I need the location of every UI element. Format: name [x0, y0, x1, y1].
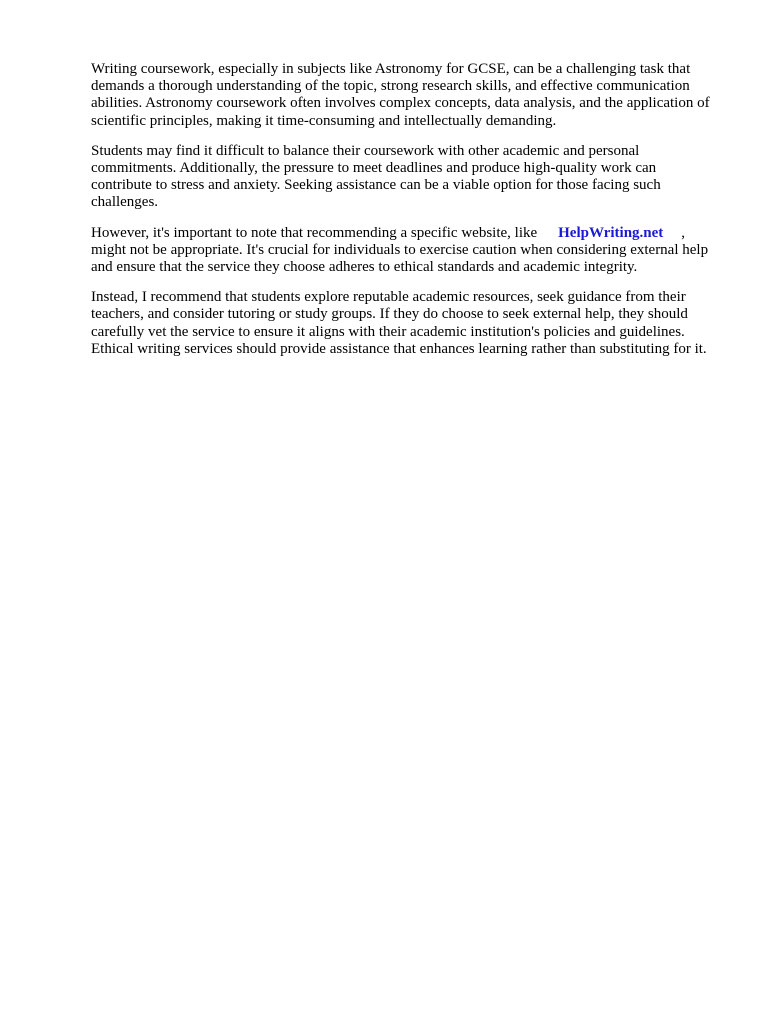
- paragraph-intro: Writing coursework, especially in subjects like Astronomy for GCSE, can be a challenging task that demands a thorough understanding of the topic, strong research skills, and effective communication abilities. Astronomy coursework often involves complex concepts, data analysis, and the application of scientific principles, making it time-consuming and intellectually demanding.: [91, 61, 710, 129]
- paragraph-text-after-link: , might not be appropriate. It's crucial for individuals to exercise caution when considering external help and ensure that the service they choose adheres to ethical standards and academic integrity.: [91, 224, 709, 276]
- paragraph-alternatives: Instead, I recommend that students explore reputable academic resources, seek guidance from their teachers, and consider tutoring or study groups. If they do choose to seek external help, they should carefully vet the service to ensure it aligns with their academic institution's policies and guidelines. Ethical writing services should provide assistance that enhances learning rather than substituting for it.: [91, 289, 707, 357]
- document-body: [91, 61, 719, 371]
- paragraph-challenges: Students may find it difficult to balance their coursework with other academic and personal commitments. Additionally, the pressure to meet deadlines and produce high-quality work can contribute to stress and anxiety. Seeking assistance can be a viable option for those facing such challenges.: [91, 142, 661, 211]
- paragraph-text-before-link: However, it's important to note that recommending a specific website, like: [91, 224, 538, 241]
- paragraph-recommendation-caution: [91, 225, 719, 277]
- helpwriting-link[interactable]: HelpWriting.net: [558, 224, 664, 241]
